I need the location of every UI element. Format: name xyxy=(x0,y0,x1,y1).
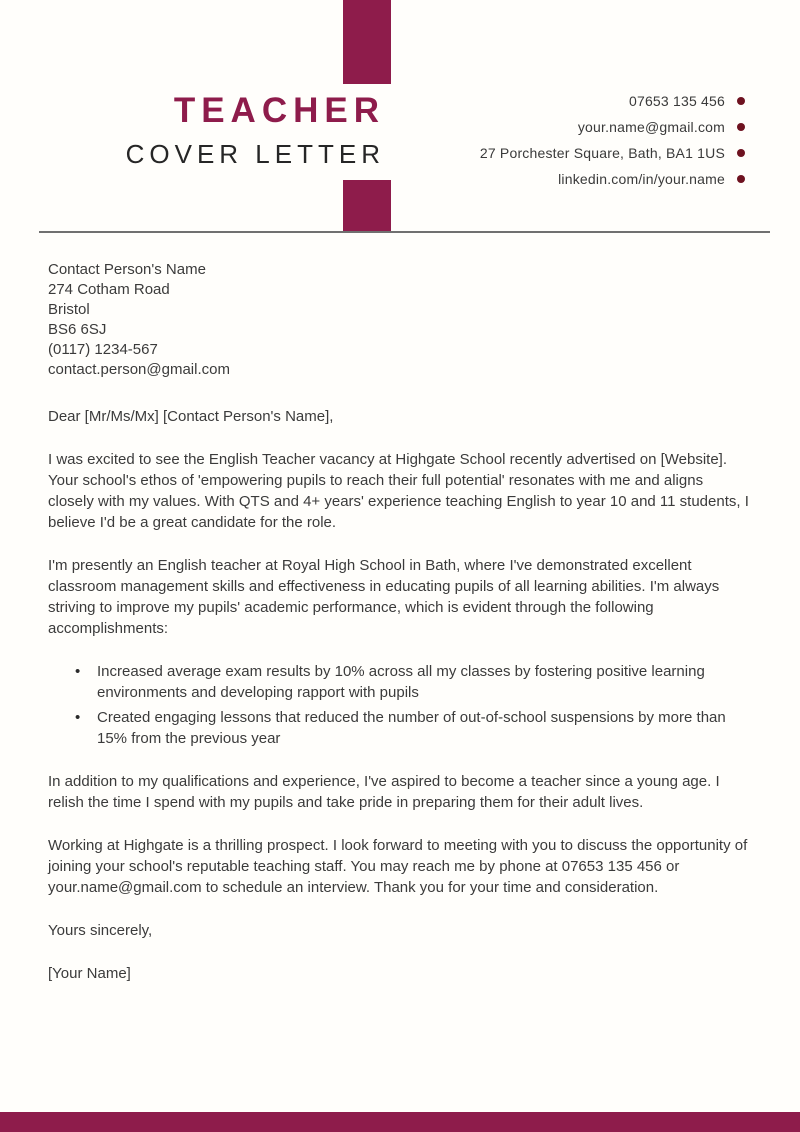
contact-row-email xyxy=(480,114,745,140)
signature: [Your Name] xyxy=(48,965,131,982)
contact-row-address xyxy=(480,140,745,166)
accomplishment-text: Increased average exam results by 10% across all my classes by fostering positive learning environments and developing rapport with pupils xyxy=(97,663,705,701)
header-divider xyxy=(39,231,770,233)
paragraph-intro: I was excited to see the English Teacher vacancy at Highgate School recently advertised on [Website]. Your school's ethos of 'empowering pupils to reach their full potential' resonates with me and aligns closely with my values. With QTS and 4+ years' experience teaching English to year 10 and 11 students, I believe I'd be a great candidate for the role. xyxy=(48,451,749,531)
title-block xyxy=(90,93,385,167)
bullet-dot-icon xyxy=(737,175,745,183)
bullet-icon xyxy=(75,707,97,749)
contact-row-phone xyxy=(480,88,745,114)
paragraph-call-to-action: Working at Highgate is a thrilling prospect. I look forward to meeting with you to discuss the opportunity of joining your school's reputable teaching staff. You may reach me by phone at 07653 135 456 or your.name@gmail.com to schedule an interview. Thank you for your time and consideration. xyxy=(48,837,748,896)
bullet-icon xyxy=(75,661,97,703)
bullet-dot-icon xyxy=(737,97,745,105)
paragraph-motivation: In addition to my qualifications and experience, I've aspired to become a teacher since a young age. I relish the time I spend with my pupils and take pride in preparing them for their adult lives. xyxy=(48,773,720,811)
accent-bar-bottom xyxy=(343,180,391,233)
accent-bar-top xyxy=(343,0,391,84)
sender-address: 27 Porchester Square, Bath, BA1 1US xyxy=(479,145,725,161)
recipient-phone: (0117) 1234-567 xyxy=(48,341,158,358)
bullet-dot-icon xyxy=(737,149,745,157)
sender-phone: 07653 135 456 xyxy=(628,93,725,109)
recipient-email: contact.person@gmail.com xyxy=(48,361,230,378)
recipient-block xyxy=(48,260,752,380)
contact-row-linkedin xyxy=(480,166,745,192)
list-item xyxy=(48,661,752,703)
footer-accent-bar xyxy=(0,1112,800,1132)
letter-body xyxy=(48,260,752,984)
recipient-postcode: BS6 6SJ xyxy=(48,321,107,338)
recipient-city: Bristol xyxy=(48,301,90,318)
letter-header xyxy=(0,0,800,233)
accomplishment-text: Created engaging lessons that reduced the number of out-of-school suspensions by more than 15% from the previous year xyxy=(97,709,726,747)
sender-email: your.name@gmail.com xyxy=(577,119,725,135)
list-item xyxy=(48,707,752,749)
recipient-name: Contact Person's Name xyxy=(48,261,206,278)
document-title: TEACHER xyxy=(173,91,385,130)
salutation: Dear [Mr/Ms/Mx] [Contact Person's Name], xyxy=(48,408,334,425)
accomplishments-list xyxy=(48,661,752,749)
document-subtitle: COVER LETTER xyxy=(125,139,385,169)
bullet-dot-icon xyxy=(737,123,745,131)
recipient-street: 274 Cotham Road xyxy=(48,281,170,298)
closing: Yours sincerely, xyxy=(48,922,153,939)
paragraph-experience: I'm presently an English teacher at Royal High School in Bath, where I've demonstrated excellent classroom management skills and effectiveness in educating pupils of all learning abilities. I'm always striving to improve my pupils' academic performance, which is evident through the following accomplishments: xyxy=(48,557,720,637)
sender-contact-block xyxy=(480,88,745,192)
sender-linkedin: linkedin.com/in/your.name xyxy=(558,171,725,187)
